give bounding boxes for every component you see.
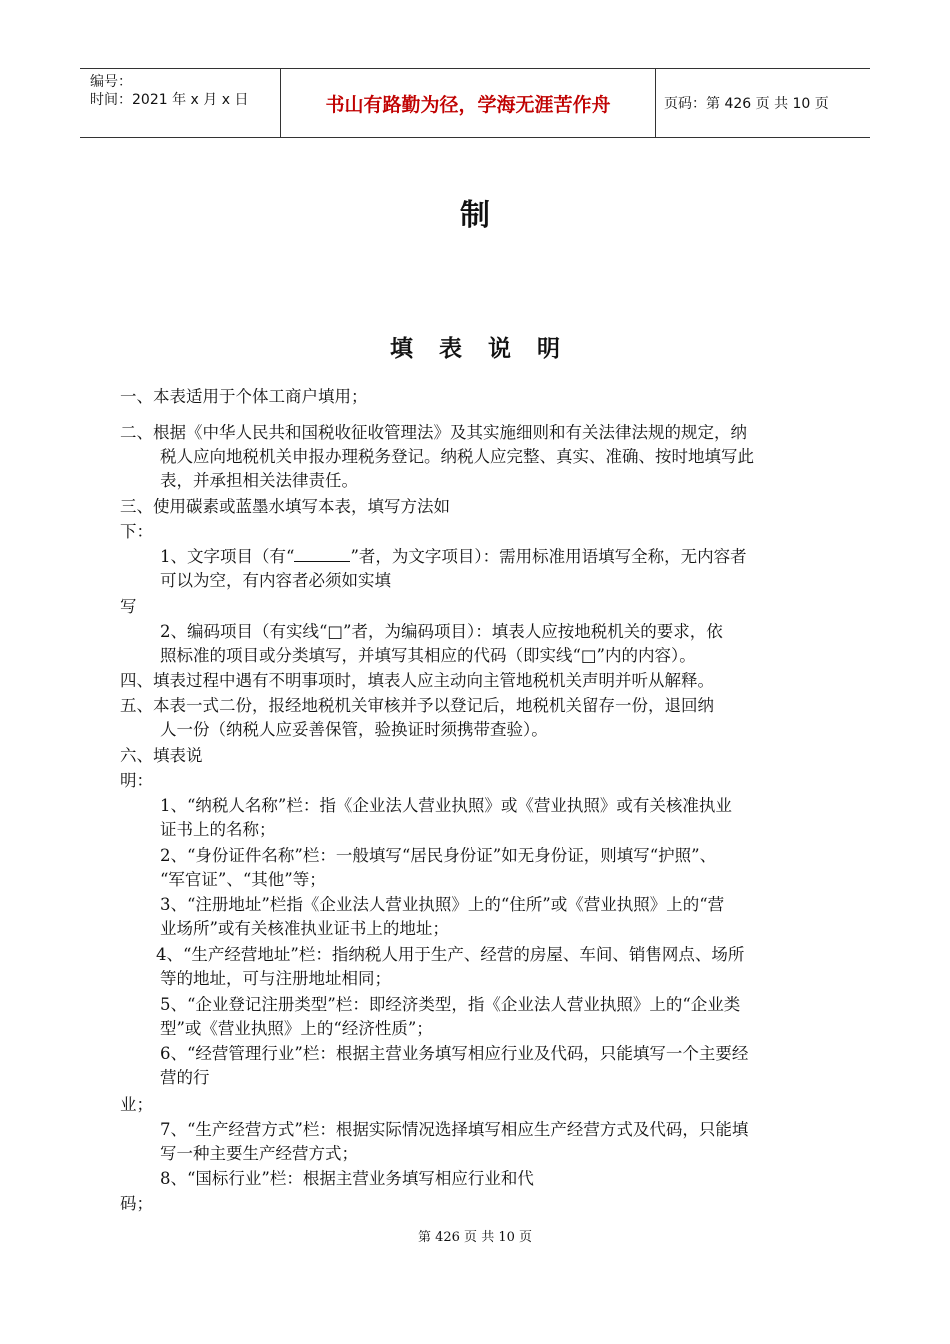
number-label: 编号： (90, 74, 132, 90)
body-line: 可以为空，有内容者必须如实填 (160, 571, 391, 590)
body-line: 2、“身份证件名称”栏：一般填写“居民身份证”如无身份证，则填写“护照”、 (160, 846, 717, 865)
body-line: 型”或《营业执照》上的“经济性质”； (160, 1019, 433, 1038)
body-line: 六、填表说 (120, 746, 203, 765)
body-line: 业； (120, 1095, 153, 1114)
body-line: 4、“生产经营地址”栏：指纳税人用于生产、经营的房屋、车间、销售网点、场所 (156, 945, 745, 964)
page-footer: 第 426 页 共 10 页 (417, 1230, 533, 1245)
body-line: 四、填表过程中遇有不明事项时，填表人应主动向主管地税机关声明并听从解释。 (120, 671, 714, 690)
body-line: 下： (120, 522, 153, 541)
body-line (160, 546, 747, 568)
date-label: 时间：2021 年 x 月 x 日 (90, 92, 249, 108)
body-line: 证书上的名称； (160, 820, 276, 839)
body-line: 码； (120, 1194, 153, 1213)
body-line-part: 1、文字项目（有“ (160, 547, 295, 566)
body-line: 5、“企业登记注册类型”栏：即经济类型，指《企业法人营业执照》上的“企业类 (160, 995, 741, 1014)
body-line: 营的行 (160, 1068, 210, 1087)
body-line: 税人应向地税机关申报办理税务登记。纳税人应完整、真实、准确、按时地填写此 (160, 447, 754, 466)
body-line: 明： (120, 771, 153, 790)
body-line: 写一种主要生产经营方式； (160, 1144, 358, 1163)
body-line: 二、根据《中华人民共和国税收征收管理法》及其实施细则和有关法律法规的规定，纳 (120, 423, 747, 442)
page-title: 填表说明 (390, 336, 586, 362)
body-line: 写 (120, 597, 137, 616)
body-line: 等的地址，可与注册地址相同； (160, 969, 391, 988)
body-line: 三、使用碳素或蓝墨水填写本表，填写方法如 (120, 497, 450, 516)
body-line-part: ”者，为文字项目）：需用标准用语填写全称，无内容者 (350, 547, 747, 566)
underline-blank (294, 546, 350, 562)
body-line: 6、“经营管理行业”栏：根据主营业务填写相应行业及代码，只能填写一个主要经 (160, 1044, 749, 1063)
body-line: 7、“生产经营方式”栏：根据实际情况选择填写相应生产经营方式及代码，只能填 (160, 1120, 749, 1139)
body-line: 业场所”或有关核准执业证书上的地址； (160, 919, 449, 938)
header-table (80, 68, 870, 138)
body-line: “军官证”、“其他”等； (160, 870, 326, 889)
motto: 书山有路勤为径，学海无涯苦作舟 (280, 69, 656, 137)
header-meta-cell (80, 69, 280, 137)
body-line: 表，并承担相关法律责任。 (160, 471, 358, 490)
body-line: 1、“纳税人名称”栏：指《企业法人营业执照》或《营业执照》或有关核准执业 (160, 796, 732, 815)
body-line: 3、“注册地址”栏指《企业法人营业执照》上的“住所”或《营业执照》上的“营 (160, 895, 725, 914)
body-line: 一、本表适用于个体工商户填用； (120, 387, 368, 406)
body-line: 8、“国标行业”栏：根据主营业务填写相应行业和代 (160, 1169, 534, 1188)
big-character: 制 (460, 198, 490, 233)
body-line: 2、编码项目（有实线“□”者，为编码项目）：填表人应按地税机关的要求，依 (160, 622, 723, 641)
body-line: 人一份（纳税人应妥善保管，验换证时须携带查验）。 (160, 720, 548, 739)
body-line: 照标准的项目或分类填写，并填写其相应的代码（即实线“□”内的内容）。 (160, 646, 696, 665)
body-line: 五、本表一式二份，报经地税机关审核并予以登记后，地税机关留存一份，退回纳 (120, 696, 714, 715)
page-label: 页码：第 426 页 共 10 页 (664, 96, 829, 112)
